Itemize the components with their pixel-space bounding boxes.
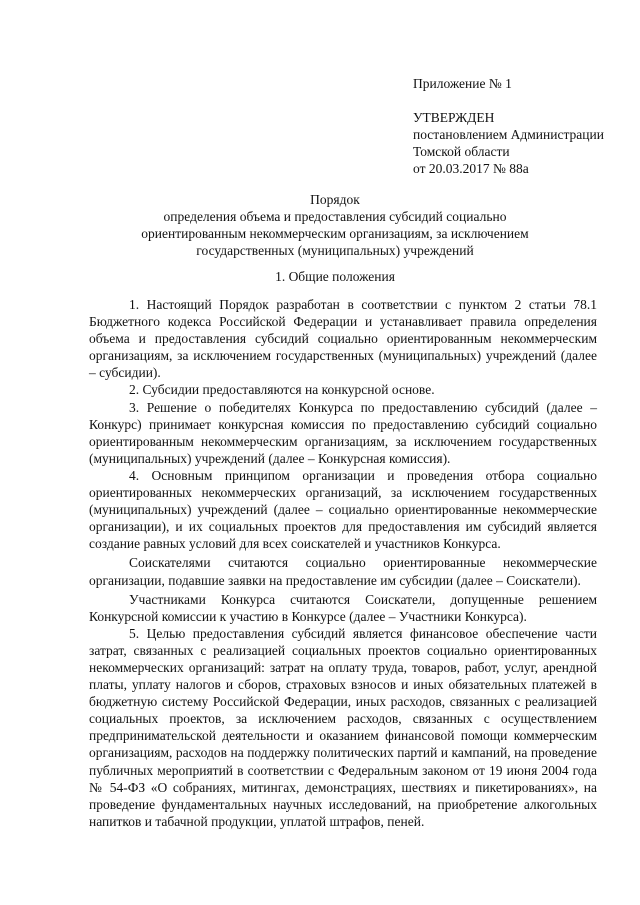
approved-stamp-text: УТВЕРЖДЕН xyxy=(413,110,495,125)
paragraph-4: 4. Основным принципом организации и проведения отбора социально ориентированных некоммерческих организаций, за исключением государственных (муниципальных) учреждений (далее – социально ориентированные некоммерческие организации), и их социальных проектов для предоставления им субсидий является создание равных условий для всех соискателей и участников Конкурса. xyxy=(89,467,597,552)
document-body xyxy=(89,296,597,830)
approval-block xyxy=(413,75,628,177)
title-line-3: ориентированным некоммерческим организациям, за исключением xyxy=(141,226,529,241)
section-heading: 1. Общие положения xyxy=(275,269,395,284)
approval-authority: постановлением Администрации xyxy=(413,127,604,142)
title-line-1: Порядок xyxy=(310,192,360,207)
approval-region: Томской области xyxy=(413,144,510,159)
approval-date-number: от 20.03.2017 № 88а xyxy=(413,161,529,176)
paragraph-participants: Участниками Конкурса считаются Соискатели, допущенные решением Конкурсной комиссии к участию в Конкурсе (далее – Участники Конкурса). xyxy=(89,591,597,624)
appendix-number: Приложение № 1 xyxy=(413,76,512,91)
paragraph-2: 2. Субсидии предоставляются на конкурсной основе. xyxy=(129,382,435,398)
spacer xyxy=(413,92,628,109)
paragraph-1: 1. Настоящий Порядок разработан в соответствии с пунктом 2 статьи 78.1 Бюджетного кодекса Российской Федерации и устанавливает правила определения объема и предоставления субсидий социально ориентированным некоммерческим организациям, за исключением государственных (муниципальных) учреждений (далее – субсидии). xyxy=(89,297,597,381)
paragraph-5: 5. Целью предоставления субсидий является финансовое обеспечение части затрат, связанных с реализацией социальных проектов социально ориентированных некоммерческих организаций: затрат на оплату труда, товаров, работ, услуг, арендной платы, уплату налогов и сборов, страховых взносов и иных обязательных платежей в бюджетную систему Российской Федерации, иных расходов, связанных с реализацией социальных проектов, за исключением расходов, связанных с осуществлением предпринимательской деятельности и оказанием финансовой помощи коммерческим организациям, расходов на поддержку политических партий и кампаний, на проведение публичных мероприятий в соответствии с Федеральным законом от 19 июня 2004 года № 54-ФЗ «О собраниях, митингах, демонстрациях, шествиях и пикетированиях», на проведение фундаментальных научных исследований, на приобретение алкогольных напитков и табачной продукции, уплатой штрафов, пеней. xyxy=(89,625,597,829)
title-line-4: государственных (муниципальных) учреждений xyxy=(196,243,474,258)
document-title xyxy=(100,191,570,259)
title-line-2: определения объема и предоставления субсидий социально xyxy=(163,209,507,224)
paragraph-applicants: Соискателями считаются социально ориентированные некоммерческие организации, подавшие заявки на предоставление им субсидии (далее – Соискатели). xyxy=(89,555,597,588)
paragraph-3: 3. Решение о победителях Конкурса по предоставлению субсидий (далее – Конкурс) принимает конкурсная комиссия по предоставлению субсидий социально ориентированным некоммерческим организациям, за исключением государственных (муниципальных) учреждений (далее – Конкурсная комиссия). xyxy=(89,399,597,466)
